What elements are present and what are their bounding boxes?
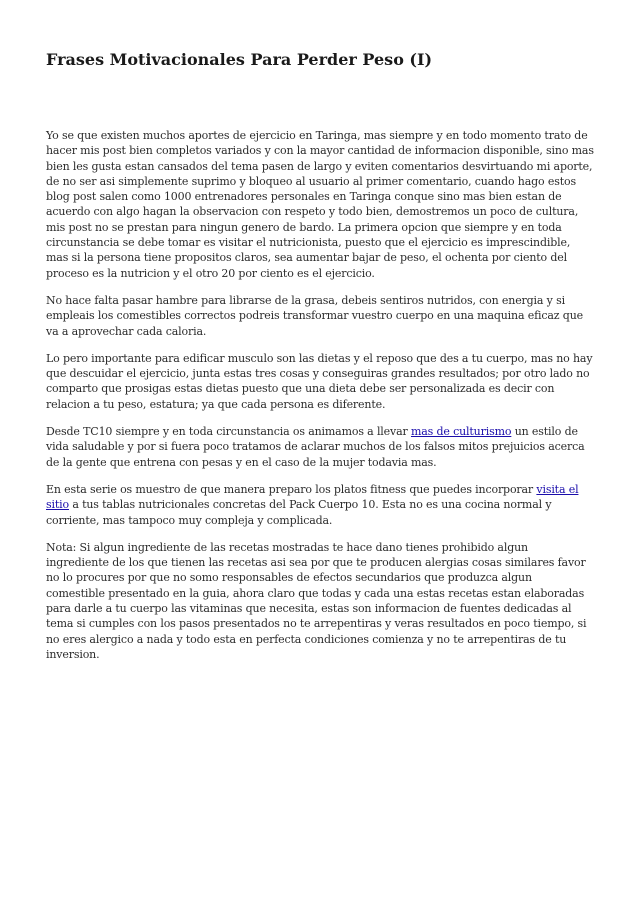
paragraph-hunger: No hace falta pasar hambre para librarse de la grasa, debeis sentiros nutridos, con energia y si empleais los comestibles correctos podreis transformar vuestro cuerpo en una maquina eficaz que va a aprovechar cada caloria.: [46, 293, 583, 338]
paragraph-fitness-text-start: En esta serie os muestro de que manera preparo los platos fitness que puedes incorporar: [46, 482, 537, 496]
paragraph-intro: Yo se que existen muchos aportes de ejercicio en Taringa, mas siempre y en todo momento trato de hacer mis post bien completos variados y con la mayor cantidad de informacion disponible, sino mas bien les gusta estan cansados del tema pasen de largo y eviten comentarios desvirtuando mi aporte, de no ser asi simplemente suprimo y bloqueo al usuario al primer comentario, cuando hago estos blog post salen como 1000 entrenadores personales en Taringa conque sino mas bien estan de acuerdo con algo hagan la observacion con respeto y todo bien, demostremos un poco de cultura, mis post no se prestan para ningun genero de bardo. La primera opcion que siempre y en toda circunstancia se debe tomar es visitar el nutricionista, puesto que el ejercicio es imprescindible, mas si la persona tiene propositos claros, sea aumentar bajar de peso, el ochenta por ciento del proceso es la nutricion y el otro 20 por ciento es el ejercicio.: [46, 129, 594, 280]
culturismo-link[interactable]: mas de culturismo: [410, 425, 512, 439]
paragraph-fitness-text-end: a tus tablas nutricionales concretas del Pack Cuerpo 10. Esta no es una cocina normal y corriente, mas tampoco muy compleja y complicada.: [46, 498, 552, 527]
paragraph-muscle: Lo pero importante para edificar musculo son las dietas y el reposo que des a tu cuerpo, mas no hay que descuidar el ejercicio, junta estas tres cosas y conseguiras grandes resultados; por otro lado no comparto que prosigas estas dietas puesto que una dieta debe ser personalizada es decir con relacion a tu peso, estatura; ya que cada persona es diferente.: [46, 351, 593, 411]
page-title: Frases Motivacionales Para Perder Peso (I): [46, 50, 433, 69]
visit-site-link[interactable]: visita el sitio: [46, 482, 579, 512]
paragraph-note: Nota: Si algun ingrediente de las recetas mostradas te hace dano tienes prohibido algun ingrediente de los que tienen las recetas asi sea por que te producen alergias cosas similares favor no lo procures por que no somo responsables de efectos secundarios que produzca algun comestible presentado en la guia, ahora claro que todas y cada una estas recetas estan elaboradas para darle a tu cuerpo las vitaminas que necesita, estas son informacion de fuentes dedicadas al tema si cumples con los pasos presentados no te arrepentiras y veras resultados en poco tiempo, si no eres alergico a nada y todo esta en perfecta condiciones comienza y no te arrepentiras de tu inversion.: [46, 540, 587, 661]
paragraph-tc10: [46, 424, 594, 470]
paragraph-fitness-series: [46, 482, 594, 528]
article-body: [46, 128, 594, 674]
paragraph-tc10-text-start: Desde TC10 siempre y en toda circunstancia os animamos a llevar: [46, 425, 411, 439]
paragraph-tc10-text-end: un estilo de vida saludable y por si fuera poco tratamos de aclarar muchos de los falsos mitos prejuicios acerca de la gente que entrena con pesas y en el caso de la mujer todavia mas.: [46, 425, 585, 469]
